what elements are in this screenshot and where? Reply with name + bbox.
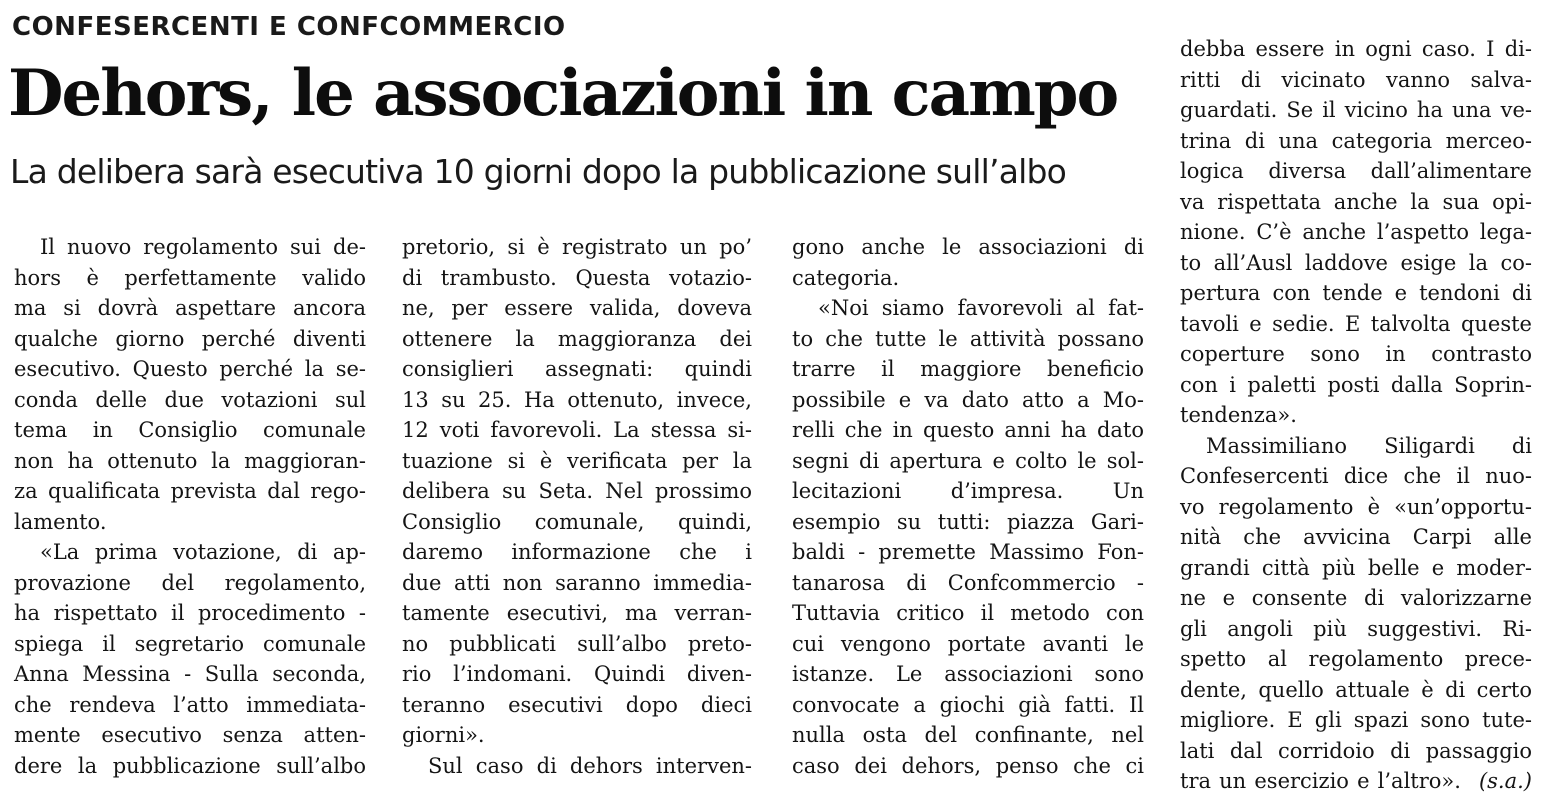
text-line: va rispettata anche la sua opi- <box>1180 189 1532 214</box>
text-line: migliore. E gli spazi sono tute- <box>1180 708 1532 732</box>
text-line: segni di apertura e colto le sol- <box>792 448 1144 473</box>
text-line: caso dei dehors, penso che ci <box>792 753 1144 778</box>
text-line: nità che avvicina Carpi alle <box>1180 525 1532 549</box>
text-line: esecutivo. Questo perché la se- <box>14 357 366 381</box>
article-column-2 <box>402 232 752 781</box>
text-line: nulla osta del confinante, nel <box>792 723 1144 747</box>
text-line: 13 su 25. Ha ottenuto, invece, <box>402 387 752 412</box>
text-line: «La prima votazione, di ap- <box>40 540 366 564</box>
text-line: possibile e va dato atto a Mo- <box>792 387 1144 412</box>
text-line: con i paletti posti dalla Soprin- <box>1180 372 1532 397</box>
text-line: guardati. Se il vicino ha una ve- <box>1180 98 1532 122</box>
text-line: ha rispettato il procedimento - <box>14 601 366 625</box>
text-line: Consiglio comunale, quindi, <box>402 509 752 534</box>
text-line: consiglieri assegnati: quindi <box>402 357 752 381</box>
text-line: due atti non saranno immedia- <box>402 570 752 595</box>
text-line: giorni». <box>402 723 485 747</box>
text-line: baldi - premette Massimo Fon- <box>792 540 1144 564</box>
text-line: Confesercenti dice che il nuo- <box>1180 464 1532 488</box>
text-line: to all’Ausl laddove esige la co- <box>1180 250 1532 275</box>
text-line <box>1180 766 1532 797</box>
text-line: ne e consente di valorizzarne <box>1180 586 1532 610</box>
article-headline: Dehors, le associazioni in campo <box>8 56 1118 131</box>
article-column-3 <box>792 232 1144 781</box>
text-line: debba essere in ogni caso. I di- <box>1180 37 1532 61</box>
text-line: hors è perfettamente valido <box>14 265 366 290</box>
text-line: dere la pubblicazione sull’albo <box>14 753 366 778</box>
text-line: tavoli e sedie. E talvolta queste <box>1180 311 1532 336</box>
text-line: esempio su tutti: piazza Gari- <box>792 509 1144 534</box>
text-line: teranno esecutivi dopo dieci <box>402 692 752 717</box>
text-line: spetto al regolamento prece- <box>1180 647 1532 671</box>
text-line: Massimiliano Siligardi di <box>1206 433 1532 458</box>
text-line: categoria. <box>792 265 900 290</box>
text-line: no pubblicati sull’albo preto- <box>402 631 752 656</box>
text-line: non ha ottenuto la maggioran- <box>14 448 366 473</box>
text-line: Tuttavia critico il metodo con <box>792 601 1144 625</box>
paragraph <box>1180 431 1532 797</box>
text-line: provazione del regolamento, <box>14 570 366 595</box>
paragraph <box>1180 34 1532 431</box>
text-line: rio l’indomani. Quindi diven- <box>402 662 752 686</box>
text-line-body: tra un esercizio e l’altro». <box>1180 769 1461 793</box>
article-kicker: CONFESERCENTI E CONFCOMMERCIO <box>12 12 566 42</box>
article-column-4 <box>1180 34 1532 797</box>
paragraph <box>14 537 366 781</box>
text-line: ne, per essere valida, doveva <box>402 296 752 320</box>
text-line: spiega il segretario comunale <box>14 631 366 656</box>
text-line: Anna Messina - Sulla seconda, <box>14 662 366 686</box>
text-line: ottenere la maggioranza dei <box>402 326 752 351</box>
text-line: gono anche le associazioni di <box>792 235 1144 259</box>
text-line: 12 voti favorevoli. La stessa si- <box>402 418 752 442</box>
text-line: dente, quello attuale è di certo <box>1180 677 1532 702</box>
text-line: conda delle due votazioni sul <box>14 387 366 412</box>
text-line: pretorio, si è registrato un po’ <box>402 235 752 259</box>
text-line: lati dal corridoio di passaggio <box>1180 738 1532 763</box>
text-line: tema in Consiglio comunale <box>14 418 366 442</box>
article-column-1 <box>14 232 366 781</box>
text-line: vo regolamento è «un’opportu- <box>1180 494 1532 519</box>
paragraph <box>14 232 366 537</box>
text-line: mente esecutivo senza atten- <box>14 723 366 747</box>
text-line: logica diversa dall’alimentare <box>1180 159 1532 183</box>
text-line: grandi città più belle e moder- <box>1180 555 1532 580</box>
text-line: ritti di vicinato vanno salva- <box>1180 67 1532 92</box>
text-line: qualche giorno perché diventi <box>14 326 366 351</box>
text-line: trina di una categoria merceo- <box>1180 128 1532 153</box>
paragraph <box>402 751 752 782</box>
article-subheadline: La delibera sarà esecutiva 10 giorni dopo la pubblicazione sull’albo <box>10 152 1067 191</box>
text-line: tendenza». <box>1180 403 1297 427</box>
text-line: gli angoli più suggestivi. Ri- <box>1180 616 1532 641</box>
text-line: relli che in questo anni ha dato <box>792 418 1144 442</box>
text-line: che rendeva l’atto immediata- <box>14 692 366 717</box>
text-line: ma si dovrà aspettare ancora <box>14 296 366 320</box>
text-line: tanarosa di Confcommercio - <box>792 570 1144 595</box>
paragraph <box>402 232 752 751</box>
text-line: nione. C’è anche l’aspetto lega- <box>1180 220 1532 244</box>
text-line: to che tutte le attività possano <box>792 326 1144 351</box>
text-line: convocate a giochi già fatti. Il <box>792 692 1144 717</box>
text-line: daremo informazione che i <box>402 540 752 564</box>
text-line: delibera su Seta. Nel prossimo <box>402 479 752 503</box>
text-line: Il nuovo regolamento sui de- <box>40 235 366 259</box>
text-line: tuazione si è verificata per la <box>402 448 752 473</box>
author-initials: (s.a.) <box>1478 769 1532 793</box>
text-line: lecitazioni d’impresa. Un <box>792 479 1144 503</box>
text-line: Sul caso di dehors interven- <box>428 753 752 778</box>
text-line: «Noi siamo favorevoli al fat- <box>818 296 1144 320</box>
text-line: lamento. <box>14 509 107 534</box>
text-line: pertura con tende e tendoni di <box>1180 281 1532 305</box>
text-line: trarre il maggiore beneficio <box>792 357 1144 381</box>
paragraph <box>792 232 1144 293</box>
text-line: istanze. Le associazioni sono <box>792 662 1144 686</box>
paragraph <box>792 293 1144 781</box>
text-line: di trambusto. Questa votazio- <box>402 265 752 290</box>
text-line: za qualificata prevista dal rego- <box>14 479 366 503</box>
text-line: tamente esecutivi, ma verran- <box>402 601 752 625</box>
text-line: coperture sono in contrasto <box>1180 342 1532 366</box>
text-line: cui vengono portate avanti le <box>792 631 1144 656</box>
